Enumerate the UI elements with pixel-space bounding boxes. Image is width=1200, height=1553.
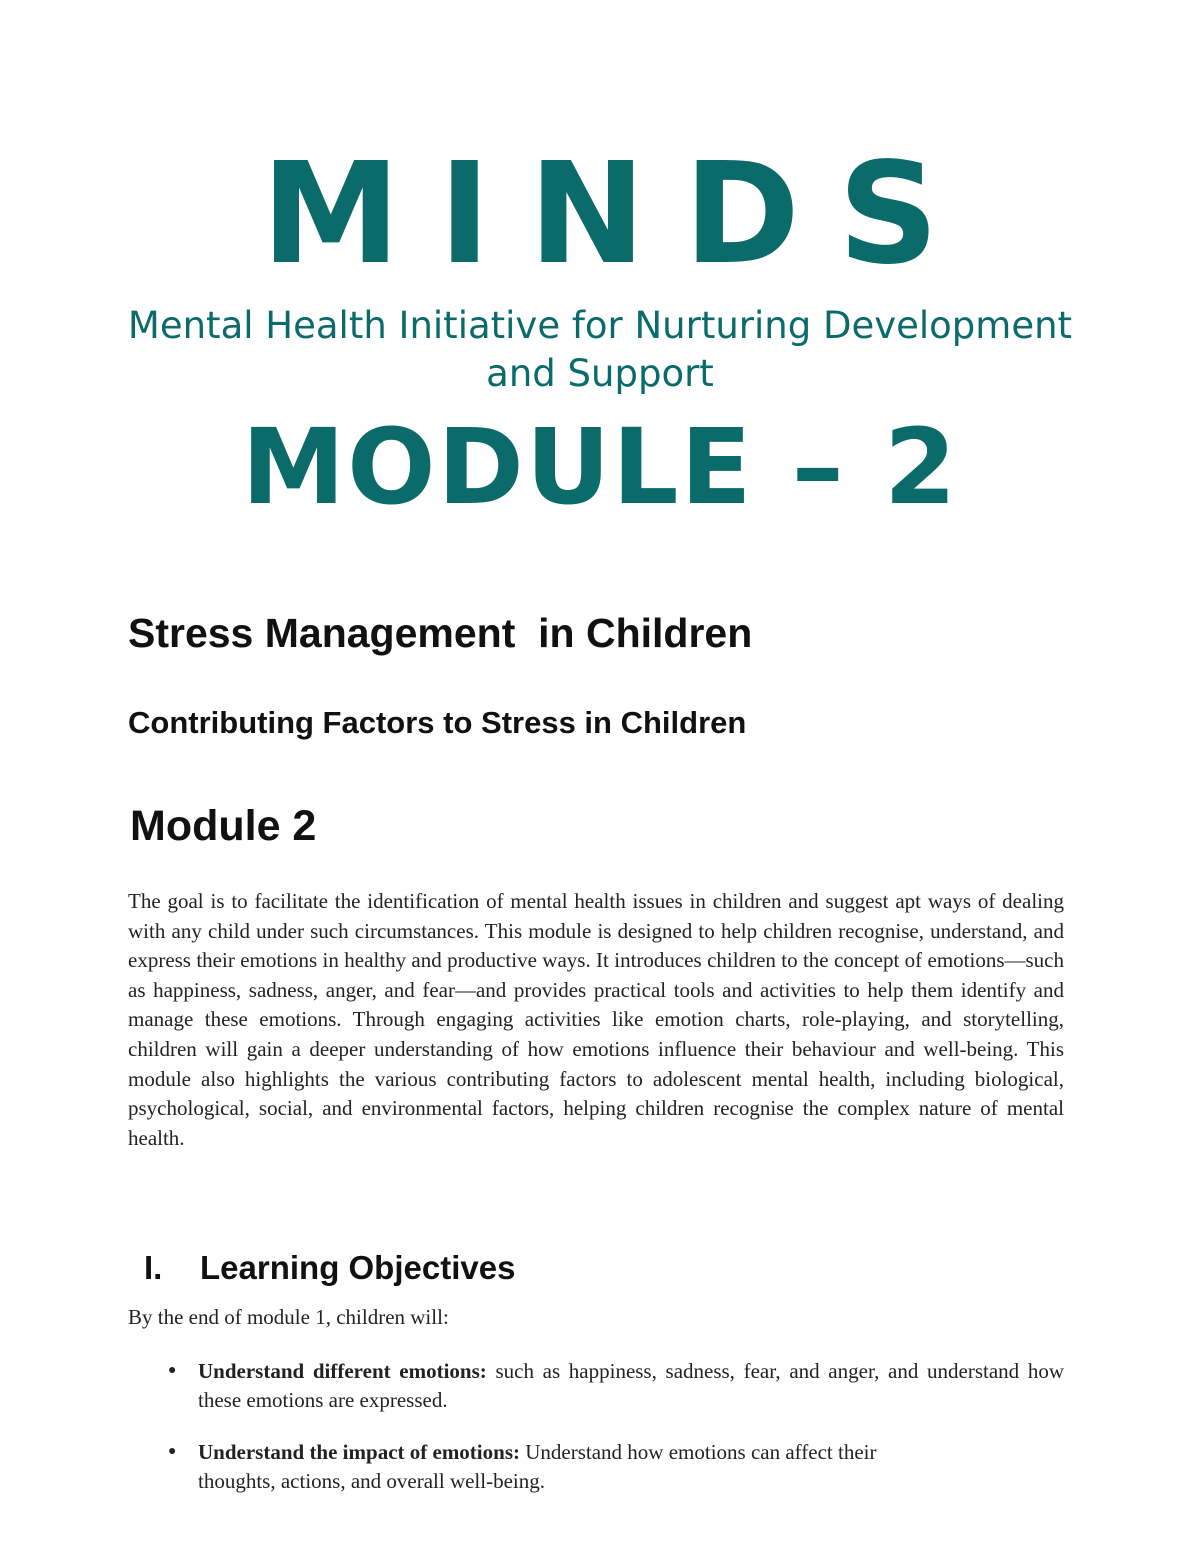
bullet-icon: ● [168,1363,177,1378]
acronym-expansion [90,302,1110,398]
list-item [128,1357,1064,1414]
acronym-expansion-line-2: and Support [486,352,714,395]
document-title: Stress Management in Children [128,610,753,656]
module-heading: Module 2 [130,802,317,850]
objective-text: Understand how emotions can affect their thoughts, actions, and overall well-being. [198,1440,877,1493]
acronym-expansion-line-1: Mental Health Initiative for Nurturing Development [127,304,1073,347]
document-subtitle: Contributing Factors to Stress in Children [128,705,747,740]
module-banner: MODULE – 2 [241,406,959,528]
section-heading-learning-objectives [128,1245,515,1291]
objective-term: Understand different emotions: [198,1359,487,1383]
objectives-lead-text: By the end of module 1, children will: [128,1305,449,1329]
bullet-icon: ● [168,1444,177,1459]
objective-term: Understand the impact of emotions: [198,1440,520,1464]
objectives-list [128,1357,1064,1519]
list-item [128,1438,898,1495]
intro-paragraph: The goal is to facilitate the identification of mental health issues in children and suggest apt ways of dealing with any child under such circumstances. This module is designed to help children recognise, understand, and express their emotions in healthy and productive ways. It introduces children to the concept of emotions—such as happiness, sadness, anger, and fear—and provides practical tools and activities to help them identify and manage these emotions. Through engaging activities like emotion charts, role-playing, and storytelling, children will gain a deeper understanding of how emotions influence their behaviour and well-being. This module also highlights the various contributing factors to adolescent mental health, including biological, psychological, social, and environmental factors, helping children recognise the complex nature of mental health. [128,889,1064,1150]
objective-text: such as happiness, sadness, fear, and anger, and understand how these emotions are expressed. [198,1359,1064,1412]
minds-logo: MINDS [261,133,977,296]
section-title: Learning Objectives [200,1249,516,1286]
section-number: I. [144,1249,163,1286]
